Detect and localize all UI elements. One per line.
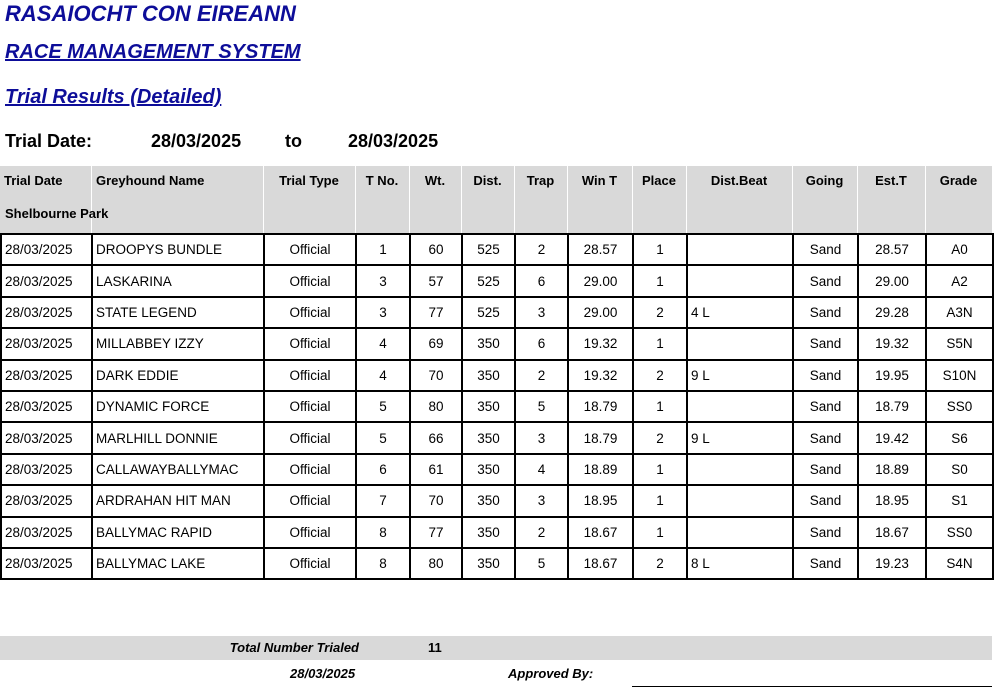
- signature-line: [632, 686, 992, 687]
- cell-wt: 80: [410, 548, 462, 579]
- cell-going: Sand: [793, 328, 858, 359]
- cell-trial-date: 28/03/2025: [1, 422, 92, 453]
- cell-going: Sand: [793, 265, 858, 296]
- approved-by-label: Approved By:: [508, 666, 594, 681]
- cell-trial-date: 28/03/2025: [1, 548, 92, 579]
- cell-going: Sand: [793, 517, 858, 548]
- cell-est-t: 19.95: [858, 360, 926, 391]
- cell-dist-beat: 9 L: [687, 422, 793, 453]
- cell-win-t: 18.95: [568, 485, 633, 516]
- cell-trial-type: Official: [264, 517, 356, 548]
- cell-greyhound-name: DYNAMIC FORCE: [92, 391, 264, 422]
- cell-going: Sand: [793, 485, 858, 516]
- cell-trial-type: Official: [264, 360, 356, 391]
- cell-dist: 525: [462, 234, 515, 265]
- cell-greyhound-name: CALLAWAYBALLYMAC: [92, 454, 264, 485]
- cell-place: 1: [633, 454, 687, 485]
- cell-trial-type: Official: [264, 548, 356, 579]
- cell-trial-date: 28/03/2025: [1, 391, 92, 422]
- cell-place: 2: [633, 360, 687, 391]
- total-label: Total Number Trialed: [229, 640, 359, 655]
- cell-dist: 350: [462, 454, 515, 485]
- table-row: [1, 234, 993, 265]
- col-header-grade: Grade: [939, 173, 978, 188]
- cell-greyhound-name: MILLABBEY IZZY: [92, 328, 264, 359]
- cell-dist-beat: [687, 485, 793, 516]
- cell-wt: 77: [410, 517, 462, 548]
- cell-dist-beat: [687, 234, 793, 265]
- cell-t-no: 6: [356, 454, 410, 485]
- cell-est-t: 18.67: [858, 517, 926, 548]
- cell-going: Sand: [793, 234, 858, 265]
- cell-place: 1: [633, 517, 687, 548]
- cell-dist: 350: [462, 485, 515, 516]
- trial-date-to-label: to: [285, 131, 302, 151]
- footer-date: 28/03/2025: [290, 666, 356, 681]
- cell-trial-type: Official: [264, 297, 356, 328]
- cell-trial-date: 28/03/2025: [1, 265, 92, 296]
- col-header-dist-beat: Dist.Beat: [710, 173, 768, 188]
- col-header-greyhound-name: Greyhound Name: [96, 173, 205, 188]
- cell-trial-type: Official: [264, 485, 356, 516]
- cell-grade: SS0: [926, 517, 993, 548]
- col-header-trial-date: Trial Date: [4, 173, 63, 188]
- cell-place: 1: [633, 391, 687, 422]
- total-value: 11: [428, 640, 442, 655]
- cell-greyhound-name: MARLHILL DONNIE: [92, 422, 264, 453]
- cell-trap: 6: [515, 265, 568, 296]
- table-row: [1, 548, 993, 579]
- cell-wt: 69: [410, 328, 462, 359]
- cell-dist-beat: 8 L: [687, 548, 793, 579]
- venue-name: Shelbourne Park: [5, 206, 109, 221]
- cell-win-t: 18.79: [568, 391, 633, 422]
- cell-win-t: 19.32: [568, 360, 633, 391]
- cell-est-t: 29.28: [858, 297, 926, 328]
- cell-dist-beat: [687, 328, 793, 359]
- cell-win-t: 19.32: [568, 328, 633, 359]
- cell-dist-beat: [687, 454, 793, 485]
- cell-wt: 60: [410, 234, 462, 265]
- cell-trial-date: 28/03/2025: [1, 234, 92, 265]
- col-header-est-t: Est.T: [875, 173, 907, 188]
- cell-place: 2: [633, 297, 687, 328]
- cell-t-no: 1: [356, 234, 410, 265]
- table-row: [1, 360, 993, 391]
- cell-win-t: 28.57: [568, 234, 633, 265]
- cell-place: 2: [633, 548, 687, 579]
- cell-est-t: 18.89: [858, 454, 926, 485]
- cell-win-t: 29.00: [568, 265, 633, 296]
- cell-win-t: 18.67: [568, 517, 633, 548]
- cell-grade: S5N: [926, 328, 993, 359]
- col-header-wt: Wt.: [424, 173, 446, 188]
- cell-dist-beat: 4 L: [687, 297, 793, 328]
- cell-t-no: 3: [356, 265, 410, 296]
- cell-t-no: 4: [356, 360, 410, 391]
- cell-going: Sand: [793, 454, 858, 485]
- cell-trial-date: 28/03/2025: [1, 328, 92, 359]
- cell-greyhound-name: DROOPYS BUNDLE: [92, 234, 264, 265]
- results-table: [0, 233, 994, 580]
- cell-grade: S0: [926, 454, 993, 485]
- col-header-dist: Dist.: [473, 173, 502, 188]
- col-header-t-no: T No.: [365, 173, 399, 188]
- cell-greyhound-name: LASKARINA: [92, 265, 264, 296]
- cell-t-no: 7: [356, 485, 410, 516]
- cell-grade: S4N: [926, 548, 993, 579]
- col-header-trap: Trap: [526, 173, 555, 188]
- cell-grade: S10N: [926, 360, 993, 391]
- cell-place: 1: [633, 485, 687, 516]
- cell-wt: 70: [410, 360, 462, 391]
- cell-trap: 3: [515, 485, 568, 516]
- table-row: [1, 391, 993, 422]
- col-header-going: Going: [805, 173, 844, 188]
- cell-t-no: 5: [356, 391, 410, 422]
- cell-grade: S6: [926, 422, 993, 453]
- cell-trap: 6: [515, 328, 568, 359]
- cell-wt: 77: [410, 297, 462, 328]
- cell-trap: 4: [515, 454, 568, 485]
- results-table-body: [1, 234, 993, 579]
- cell-greyhound-name: ARDRAHAN HIT MAN: [92, 485, 264, 516]
- cell-dist-beat: [687, 265, 793, 296]
- cell-trial-date: 28/03/2025: [1, 517, 92, 548]
- cell-dist-beat: [687, 391, 793, 422]
- cell-trial-type: Official: [264, 265, 356, 296]
- cell-t-no: 3: [356, 297, 410, 328]
- col-header-place: Place: [642, 173, 676, 188]
- cell-trap: 5: [515, 391, 568, 422]
- table-row: [1, 454, 993, 485]
- cell-greyhound-name: BALLYMAC RAPID: [92, 517, 264, 548]
- cell-trial-type: Official: [264, 391, 356, 422]
- table-row: [1, 297, 993, 328]
- cell-dist: 350: [462, 548, 515, 579]
- cell-dist: 350: [462, 517, 515, 548]
- system-title: RACE MANAGEMENT SYSTEM: [5, 41, 301, 63]
- report-title: Trial Results (Detailed): [5, 86, 222, 108]
- cell-win-t: 18.67: [568, 548, 633, 579]
- cell-est-t: 18.95: [858, 485, 926, 516]
- cell-trial-date: 28/03/2025: [1, 297, 92, 328]
- cell-dist-beat: [687, 517, 793, 548]
- cell-greyhound-name: DARK EDDIE: [92, 360, 264, 391]
- cell-t-no: 8: [356, 517, 410, 548]
- cell-place: 1: [633, 234, 687, 265]
- table-row: [1, 265, 993, 296]
- col-header-win-t: Win T: [581, 173, 618, 188]
- cell-dist: 350: [462, 328, 515, 359]
- trial-date-from: 28/03/2025: [151, 131, 242, 151]
- table-row: [1, 485, 993, 516]
- cell-trap: 2: [515, 360, 568, 391]
- cell-t-no: 5: [356, 422, 410, 453]
- cell-wt: 80: [410, 391, 462, 422]
- cell-trial-type: Official: [264, 234, 356, 265]
- cell-est-t: 19.32: [858, 328, 926, 359]
- cell-win-t: 18.89: [568, 454, 633, 485]
- cell-place: 2: [633, 422, 687, 453]
- cell-grade: S1: [926, 485, 993, 516]
- cell-trap: 5: [515, 548, 568, 579]
- cell-wt: 61: [410, 454, 462, 485]
- cell-going: Sand: [793, 391, 858, 422]
- cell-place: 1: [633, 328, 687, 359]
- trial-date-label: Trial Date:: [5, 131, 93, 151]
- cell-est-t: 29.00: [858, 265, 926, 296]
- col-header-trial-type: Trial Type: [279, 173, 339, 188]
- cell-grade: A2: [926, 265, 993, 296]
- cell-t-no: 4: [356, 328, 410, 359]
- table-row: [1, 328, 993, 359]
- cell-dist: 350: [462, 360, 515, 391]
- cell-trap: 2: [515, 517, 568, 548]
- cell-dist: 350: [462, 391, 515, 422]
- cell-going: Sand: [793, 297, 858, 328]
- cell-trial-type: Official: [264, 328, 356, 359]
- cell-greyhound-name: BALLYMAC LAKE: [92, 548, 264, 579]
- cell-dist: 525: [462, 265, 515, 296]
- cell-place: 1: [633, 265, 687, 296]
- cell-grade: SS0: [926, 391, 993, 422]
- cell-trial-date: 28/03/2025: [1, 360, 92, 391]
- cell-going: Sand: [793, 548, 858, 579]
- total-band: [0, 636, 992, 660]
- cell-trap: 3: [515, 422, 568, 453]
- cell-trap: 3: [515, 297, 568, 328]
- cell-wt: 57: [410, 265, 462, 296]
- cell-dist: 525: [462, 297, 515, 328]
- cell-going: Sand: [793, 422, 858, 453]
- cell-trap: 2: [515, 234, 568, 265]
- cell-wt: 70: [410, 485, 462, 516]
- trial-date-to: 28/03/2025: [348, 131, 439, 151]
- cell-trial-type: Official: [264, 422, 356, 453]
- table-row: [1, 517, 993, 548]
- cell-dist-beat: 9 L: [687, 360, 793, 391]
- cell-trial-date: 28/03/2025: [1, 485, 92, 516]
- cell-win-t: 29.00: [568, 297, 633, 328]
- cell-going: Sand: [793, 360, 858, 391]
- table-row: [1, 422, 993, 453]
- cell-trial-date: 28/03/2025: [1, 454, 92, 485]
- cell-est-t: 18.79: [858, 391, 926, 422]
- cell-grade: A3N: [926, 297, 993, 328]
- cell-greyhound-name: STATE LEGEND: [92, 297, 264, 328]
- cell-grade: A0: [926, 234, 993, 265]
- org-title: RASAIOCHT CON EIREANN: [5, 1, 296, 26]
- cell-trial-type: Official: [264, 454, 356, 485]
- cell-est-t: 19.42: [858, 422, 926, 453]
- cell-est-t: 28.57: [858, 234, 926, 265]
- cell-win-t: 18.79: [568, 422, 633, 453]
- cell-t-no: 8: [356, 548, 410, 579]
- cell-dist: 350: [462, 422, 515, 453]
- cell-wt: 66: [410, 422, 462, 453]
- cell-est-t: 19.23: [858, 548, 926, 579]
